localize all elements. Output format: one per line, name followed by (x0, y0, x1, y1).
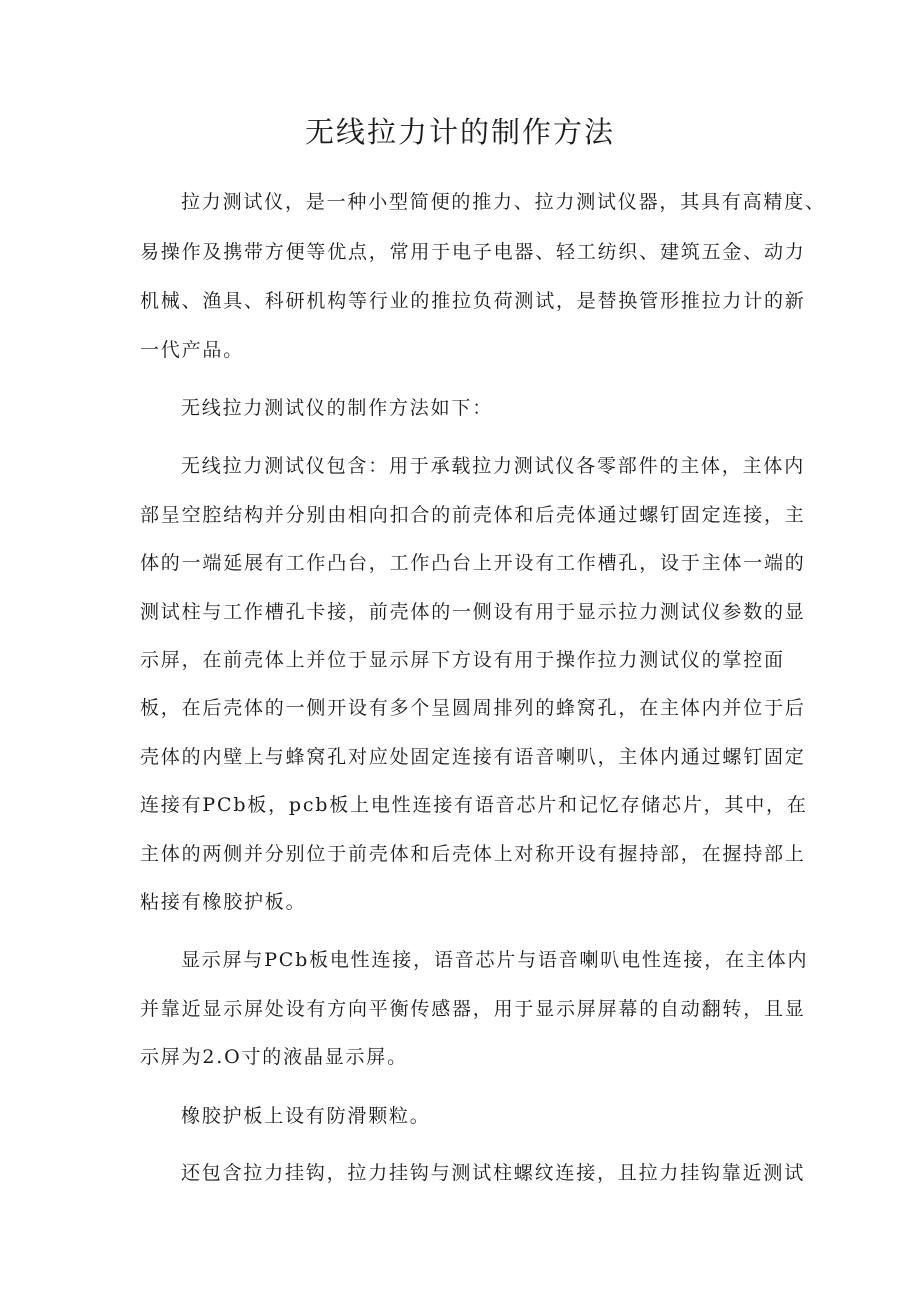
text-line: 无线拉力测试仪包含：用于承载拉力测试仪各零部件的主体，主体内 (181, 455, 806, 477)
text-line: 示屏，在前壳体上并位于显示屏下方设有用于操作拉力测试仪的掌控面 (140, 649, 785, 671)
text-line: 体的一端延展有工作凸台，工作凸台上开设有工作槽孔，设于主体一端的 (140, 552, 806, 574)
text-line: 主体的两侧并分别位于前壳体和后壳体上对称开设有握持部，在握持部上 (140, 843, 806, 865)
text-line: 还包含拉力挂钩，拉力挂钩与测试柱螺纹连接，且拉力挂钩靠近测试 (181, 1162, 806, 1184)
text-line: 一代产品。 (140, 339, 245, 361)
text-line: 并靠近显示屏处设有方向平衡传感器，用于显示屏屏幕的自动翻转，且显 (140, 998, 806, 1020)
text-line: 连接有PCb板，pcb板上电性连接有语音芯片和记忆存储芯片，其中，在 (140, 794, 808, 816)
document-title: 无线拉力计的制作方法 (304, 115, 615, 149)
text-line: 粘接有橡胶护板。 (140, 891, 307, 913)
text-line: 拉力测试仪，是一种小型简便的推力、拉力测试仪器，其具有高精度、 (181, 191, 826, 213)
text-line: 壳体的内壁上与蜂窝孔对应处固定连接有语音喇叭，主体内通过螺钉固定 (140, 746, 806, 768)
text-line: 部呈空腔结构并分别由相向扣合的前壳体和后壳体通过螺钉固定连接，主 (140, 504, 806, 526)
text-line: 易操作及携带方便等优点，常用于电子电器、轻工纺织、建筑五金、动力 (140, 241, 806, 263)
text-line: 橡胶护板上设有防滑颗粒。 (181, 1105, 431, 1127)
text-line: 显示屏与PCb板电性连接，语音芯片与语音喇叭电性连接，在主体内 (181, 949, 809, 971)
text-line: 示屏为2.O寸的液晶显示屏。 (140, 1046, 408, 1068)
text-line: 机械、渔具、科研机构等行业的推拉负荷测试，是替换管形推拉力计的新 (140, 290, 806, 312)
text-line: 测试柱与工作槽孔卡接，前壳体的一侧设有用于显示拉力测试仪参数的显 (140, 601, 806, 623)
text-line: 板，在后壳体的一侧开设有多个呈圆周排列的蜂窝孔，在主体内并位于后 (140, 697, 806, 719)
text-line: 无线拉力测试仪的制作方法如下： (181, 397, 494, 419)
